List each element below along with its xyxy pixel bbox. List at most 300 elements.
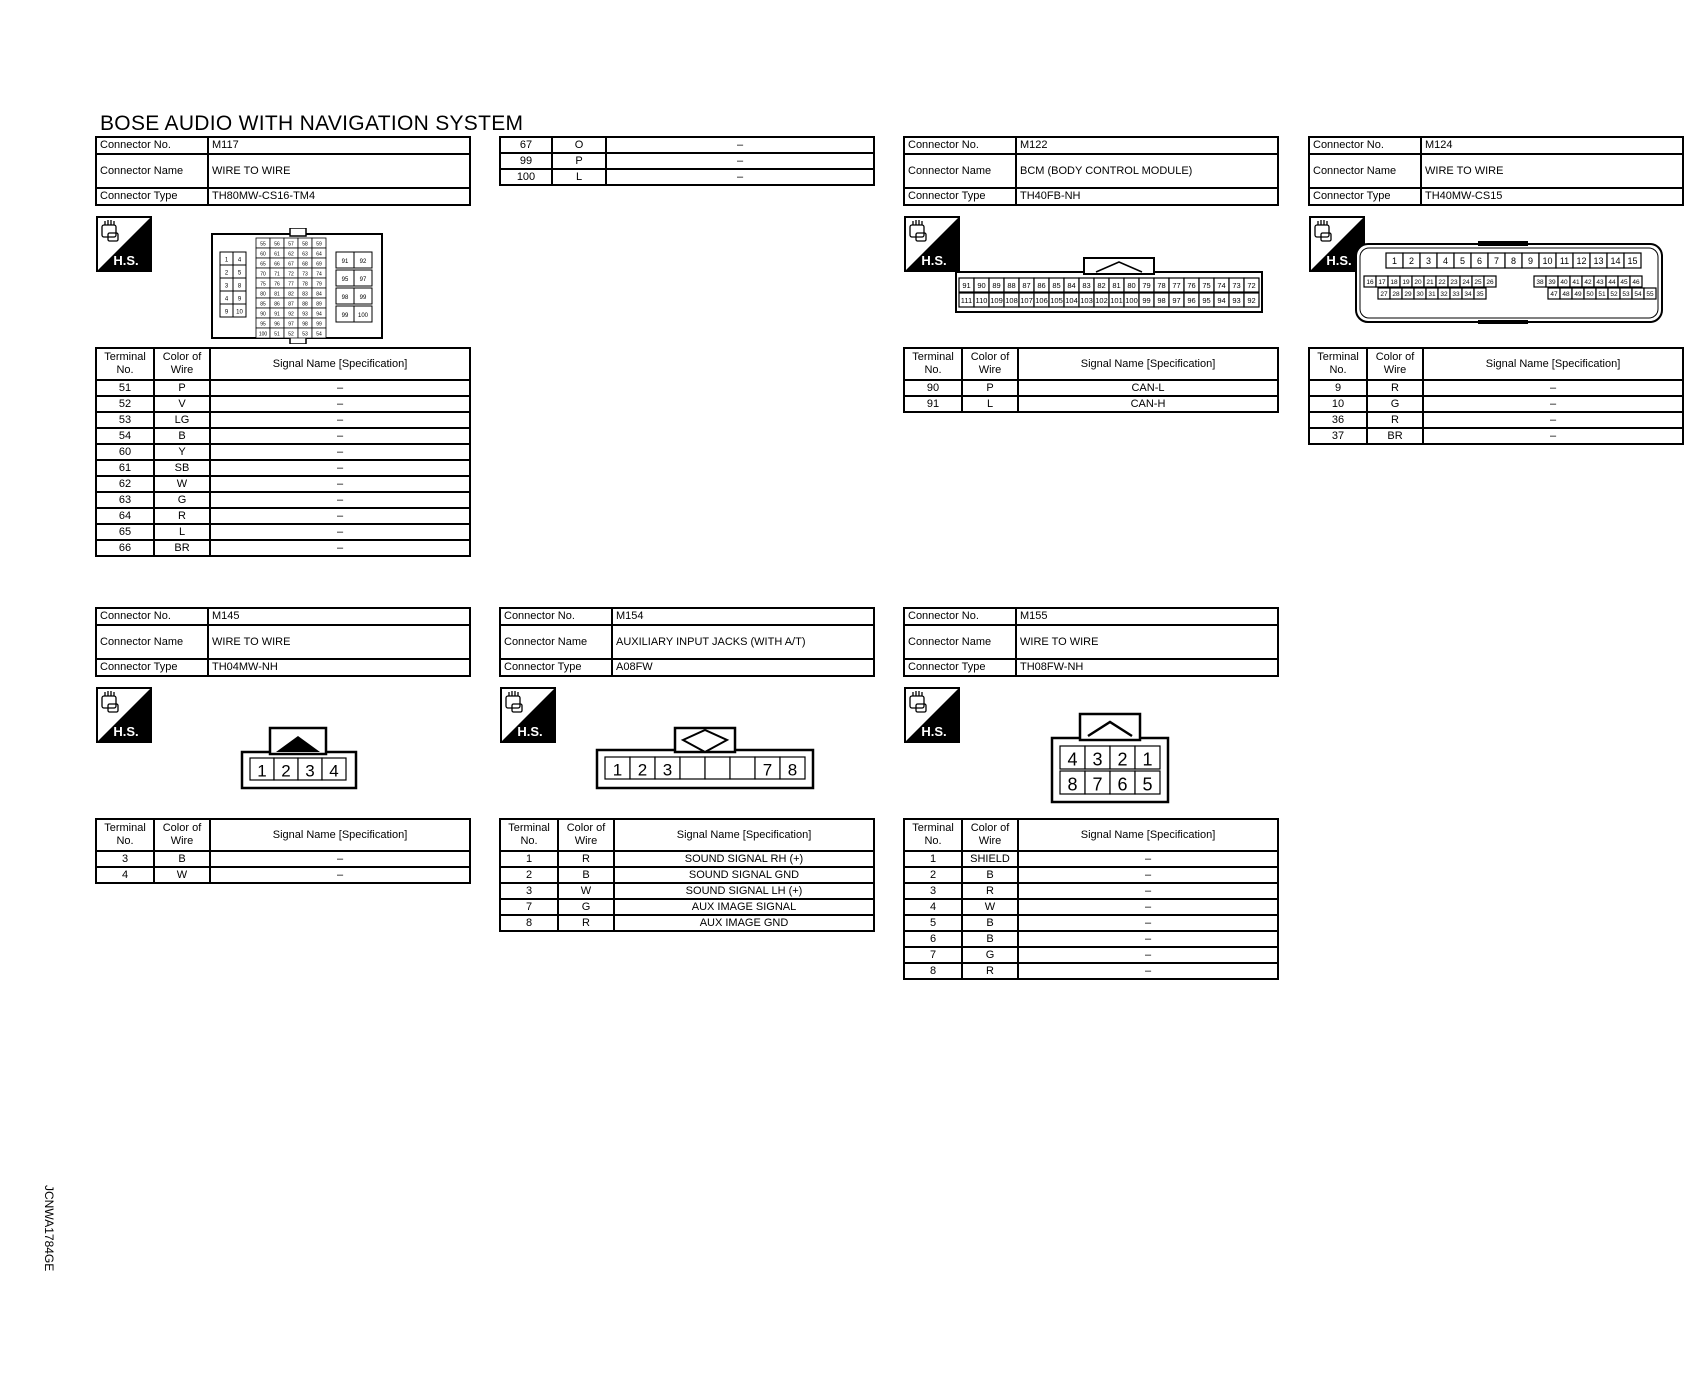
connector-name-label: Connector Name: [904, 154, 1016, 188]
connector-m122-face: [954, 256, 1264, 319]
pin-label: 35: [1476, 290, 1484, 298]
terminal-table: [903, 347, 1279, 413]
wire-color-cell: G: [962, 947, 1018, 963]
connector-m117: [95, 136, 471, 206]
wire-color-cell: W: [154, 476, 210, 492]
terminal-table: [903, 818, 1279, 980]
table-row: [904, 851, 1278, 867]
wire-color-cell: W: [558, 883, 614, 899]
wire-color-header: Color of Wire: [1367, 348, 1423, 380]
terminal-no-cell: 7: [500, 899, 558, 915]
pin-label: 47: [1550, 290, 1558, 298]
pin-label: 21: [1426, 278, 1434, 286]
terminal-table-m124: [1308, 347, 1684, 445]
pin-label: 95: [1202, 295, 1211, 305]
table-row: [96, 540, 470, 556]
pin-label: 3: [662, 760, 673, 780]
connector-type-value: TH40FB-NH: [1016, 188, 1278, 205]
wire-color-cell: G: [154, 492, 210, 508]
table-row: [96, 444, 470, 460]
connector-name-label: Connector Name: [500, 625, 612, 659]
connector-type-value: TH40MW-CS15: [1421, 188, 1683, 205]
pin-label: 96: [274, 321, 280, 328]
pin-label: 46: [1632, 278, 1640, 286]
pin-label: 104: [1065, 295, 1078, 305]
connector-m145-face: [240, 724, 360, 795]
pin-label: 4: [224, 296, 229, 303]
wire-color-cell: Y: [154, 444, 210, 460]
pin-label: 28: [1392, 290, 1400, 298]
pin-label: 69: [316, 261, 322, 268]
pin-label: 38: [1536, 278, 1544, 286]
pin-label: 74: [316, 271, 322, 278]
signal-name-cell: –: [1018, 915, 1278, 931]
table-row: [1309, 396, 1683, 412]
signal-name-cell: –: [210, 412, 470, 428]
signal-name-cell: –: [1018, 899, 1278, 915]
signal-name-cell: –: [1423, 380, 1683, 396]
connector-info-table: [903, 136, 1279, 206]
pin-label: 3: [305, 761, 315, 781]
table-row: [1309, 428, 1683, 444]
connector-name-label: Connector Name: [96, 154, 208, 188]
pin-label: 67: [288, 261, 294, 268]
pin-label: 86: [274, 301, 280, 308]
pin-label: 51: [1598, 290, 1606, 298]
connector-name-value: WIRE TO WIRE: [1421, 154, 1683, 188]
signal-name-cell: –: [210, 867, 470, 883]
terminal-no-cell: 67: [500, 137, 552, 153]
pin-label: 91: [274, 311, 280, 318]
pin-label: 54: [316, 331, 322, 338]
terminal-table-continued: [499, 136, 875, 186]
connector-name-label: Connector Name: [1309, 154, 1421, 188]
signal-name-cell: AUX IMAGE GND: [614, 915, 874, 931]
pin-label: 49: [1574, 290, 1582, 298]
pin-label: 79: [316, 281, 322, 288]
harness-side-icon: [96, 216, 152, 277]
signal-name-cell: –: [1018, 947, 1278, 963]
connector-info-table: [499, 607, 875, 677]
terminal-no-cell: 3: [96, 851, 154, 867]
terminal-no-cell: 51: [96, 380, 154, 396]
connector-m155-face: [1050, 710, 1170, 809]
terminal-no-cell: 2: [904, 867, 962, 883]
connector-no-value: M154: [612, 608, 874, 625]
terminal-no-cell: 4: [904, 899, 962, 915]
connector-no-value: M145: [208, 608, 470, 625]
terminal-no-cell: 90: [904, 380, 962, 396]
terminal-no-cell: 4: [96, 867, 154, 883]
hs-label: H.S.: [921, 253, 947, 268]
pin-label: 79: [1142, 280, 1151, 290]
wire-color-cell: R: [1367, 380, 1423, 396]
signal-name-cell: –: [210, 540, 470, 556]
signal-name-cell: AUX IMAGE SIGNAL: [614, 899, 874, 915]
table-row: [904, 963, 1278, 979]
wire-color-cell: BR: [1367, 428, 1423, 444]
pin-label: 14: [1610, 256, 1621, 266]
wire-color-cell: G: [1367, 396, 1423, 412]
signal-name-cell: –: [210, 508, 470, 524]
table-row: [904, 899, 1278, 915]
pin-label: 72: [1247, 280, 1256, 290]
m122-face-drawing: [954, 256, 1264, 314]
signal-name-cell: –: [606, 137, 874, 153]
table-row: [96, 851, 470, 867]
wire-color-cell: R: [962, 883, 1018, 899]
wire-color-cell: W: [154, 867, 210, 883]
connector-type-label: Connector Type: [904, 188, 1016, 205]
connector-type-label: Connector Type: [1309, 188, 1421, 205]
pin-label: 91: [962, 280, 971, 290]
pin-label: 97: [1172, 295, 1181, 305]
pin-label: 57: [288, 241, 294, 248]
terminal-no-cell: 8: [500, 915, 558, 931]
terminal-no-cell: 52: [96, 396, 154, 412]
wire-color-cell: B: [558, 867, 614, 883]
harness-side-icon: [96, 687, 152, 748]
pin-label: 31: [1428, 290, 1436, 298]
signal-name-cell: –: [210, 396, 470, 412]
pin-label: 29: [1404, 290, 1412, 298]
wire-color-header: Color of Wire: [962, 348, 1018, 380]
signal-name-cell: –: [1423, 428, 1683, 444]
terminal-no-cell: 3: [904, 883, 962, 899]
signal-name-cell: –: [1423, 412, 1683, 428]
pin-label: 2: [1117, 749, 1128, 770]
pin-label: 76: [274, 281, 280, 288]
pin-label: 1: [224, 257, 229, 264]
pin-label: 16: [1366, 278, 1374, 286]
pin-label: 42: [1584, 278, 1592, 286]
wire-color-cell: B: [962, 931, 1018, 947]
connector-info-table: [1308, 136, 1684, 206]
pin-label: 48: [1562, 290, 1570, 298]
wire-color-cell: R: [154, 508, 210, 524]
pin-label: 90: [260, 311, 266, 318]
connector-no-label: Connector No.: [1309, 137, 1421, 154]
wire-color-cell: W: [962, 899, 1018, 915]
pin-label: 72: [288, 271, 294, 278]
pin-label: 53: [302, 331, 308, 338]
table-row: [904, 947, 1278, 963]
table-row: [904, 396, 1278, 412]
hs-label: H.S.: [921, 724, 947, 739]
m117-face-drawing: [210, 228, 386, 344]
pin-label: 75: [1202, 280, 1211, 290]
wire-color-cell: SHIELD: [962, 851, 1018, 867]
wire-color-cell: R: [558, 915, 614, 931]
signal-name-cell: SOUND SIGNAL RH (+): [614, 851, 874, 867]
terminal-no-cell: 62: [96, 476, 154, 492]
pin-label: 55: [1646, 290, 1654, 298]
pin-label: 8: [1067, 774, 1078, 795]
pin-label: 9: [224, 309, 229, 316]
pin-label: 25: [1474, 278, 1482, 286]
pin-label: 82: [1097, 280, 1106, 290]
pin-label: 87: [288, 301, 294, 308]
table-row: [1309, 412, 1683, 428]
pin-label: 44: [1608, 278, 1616, 286]
signal-name-header: Signal Name [Specification]: [614, 819, 874, 851]
page-title: BOSE AUDIO WITH NAVIGATION SYSTEM: [100, 112, 524, 135]
pin-label: 18: [1390, 278, 1398, 286]
connector-type-value: TH80MW-CS16-TM4: [208, 188, 470, 205]
terminal-no-header: Terminal No.: [904, 819, 962, 851]
terminal-no-cell: 60: [96, 444, 154, 460]
lock-tab: [1084, 258, 1154, 274]
pin-label: 84: [316, 291, 322, 298]
connector-name-label: Connector Name: [904, 625, 1016, 659]
connector-type-label: Connector Type: [96, 188, 208, 205]
hs-label: H.S.: [113, 253, 139, 268]
terminal-no-cell: 36: [1309, 412, 1367, 428]
pin-label: 106: [1035, 295, 1048, 305]
pin-label: 75: [260, 281, 266, 288]
table-row: [500, 153, 874, 169]
signal-name-cell: –: [1018, 867, 1278, 883]
connector-name-value: WIRE TO WIRE: [208, 154, 470, 188]
terminal-no-cell: 37: [1309, 428, 1367, 444]
terminal-no-cell: 1: [500, 851, 558, 867]
signal-name-cell: –: [606, 153, 874, 169]
wire-color-cell: L: [962, 396, 1018, 412]
connector-no-label: Connector No.: [500, 608, 612, 625]
connector-name-value: WIRE TO WIRE: [208, 625, 470, 659]
wire-color-header: Color of Wire: [558, 819, 614, 851]
wire-color-cell: LG: [154, 412, 210, 428]
pin-label: 63: [302, 251, 308, 258]
connector-type-value: A08FW: [612, 659, 874, 676]
pin-label: 68: [302, 261, 308, 268]
hs-label: H.S.: [517, 724, 543, 739]
terminal-no-cell: 53: [96, 412, 154, 428]
pin-label: 6: [1476, 256, 1483, 266]
signal-name-cell: –: [1018, 851, 1278, 867]
pin-label: 9: [1527, 256, 1534, 266]
connector-no-value: M122: [1016, 137, 1278, 154]
terminal-no-cell: 64: [96, 508, 154, 524]
connector-no-label: Connector No.: [96, 137, 208, 154]
wire-color-cell: G: [558, 899, 614, 915]
pin-label: 73: [302, 271, 308, 278]
terminal-no-header: Terminal No.: [96, 348, 154, 380]
pin-label: 8: [1510, 256, 1517, 266]
terminal-no-header: Terminal No.: [96, 819, 154, 851]
pin-label: 19: [1402, 278, 1410, 286]
pin-label: 80: [1127, 280, 1136, 290]
terminal-no-cell: 10: [1309, 396, 1367, 412]
pin-label: 10: [236, 309, 243, 316]
pin-label: 95: [341, 277, 349, 283]
pin-label: 3: [1092, 749, 1103, 770]
connector-info-table: [903, 607, 1279, 677]
pin-label: 71: [274, 271, 280, 278]
pin-label: 98: [341, 295, 349, 301]
table-row: [904, 883, 1278, 899]
pin-label: 10: [1542, 256, 1553, 266]
connector-no-label: Connector No.: [904, 608, 1016, 625]
pin-label: 3: [224, 283, 229, 290]
signal-name-cell: SOUND SIGNAL LH (+): [614, 883, 874, 899]
signal-name-header: Signal Name [Specification]: [1018, 819, 1278, 851]
pin-label: 1: [612, 760, 623, 780]
table-row: [904, 915, 1278, 931]
terminal-no-cell: 2: [500, 867, 558, 883]
wire-color-cell: B: [154, 428, 210, 444]
pin-label: 99: [359, 295, 367, 301]
connector-info-table: [95, 607, 471, 677]
signal-name-cell: –: [1018, 931, 1278, 947]
pin-label: 13: [1593, 256, 1604, 266]
key-slot: [1478, 241, 1528, 246]
pin-label: 1: [257, 761, 267, 781]
pin-label: 98: [302, 321, 308, 328]
wire-color-header: Color of Wire: [154, 348, 210, 380]
pin-label: 30: [1416, 290, 1424, 298]
pin-label: 23: [1450, 278, 1458, 286]
pin-label: 45: [1620, 278, 1628, 286]
pin-label: 33: [1452, 290, 1460, 298]
pin-cell: [730, 757, 755, 779]
signal-name-header: Signal Name [Specification]: [1423, 348, 1683, 380]
connector-info-table: [95, 136, 471, 206]
figure-code: JCNWA1784GE: [42, 1185, 56, 1272]
connector-m117-face: [210, 228, 386, 349]
table-row: [96, 380, 470, 396]
terminal-no-cell: 66: [96, 540, 154, 556]
pin-label: 2: [281, 761, 291, 781]
pin-label: 11: [1559, 256, 1570, 266]
table-row: [96, 867, 470, 883]
signal-name-cell: –: [1018, 963, 1278, 979]
table-row: [96, 476, 470, 492]
harness-side-icon: [904, 216, 960, 277]
terminal-table: [1308, 347, 1684, 445]
pin-label: 4: [237, 257, 242, 264]
table-row: [96, 524, 470, 540]
pin-label: 60: [260, 251, 266, 258]
m154-face-drawing: [595, 724, 815, 790]
wire-color-cell: L: [552, 169, 606, 185]
pin-label: 4: [1067, 749, 1078, 770]
pin-label: 95: [260, 321, 266, 328]
table-row: [96, 492, 470, 508]
pin-label: 59: [316, 241, 322, 248]
signal-name-header: Signal Name [Specification]: [1018, 348, 1278, 380]
signal-name-cell: –: [606, 169, 874, 185]
pin-label: 99: [1142, 295, 1151, 305]
pin-label: 20: [1414, 278, 1422, 286]
m124-face-drawing: [1354, 240, 1664, 324]
pin-label: 15: [1627, 256, 1638, 266]
pin-label: 6: [1117, 774, 1128, 795]
pin-label: 7: [1092, 774, 1103, 795]
connector-m145: [95, 607, 471, 677]
pin-label: 93: [1232, 295, 1241, 305]
pin-label: 70: [260, 271, 266, 278]
pin-label: 111: [960, 295, 973, 305]
terminal-no-cell: 63: [96, 492, 154, 508]
pin-label: 77: [1172, 280, 1181, 290]
terminal-no-cell: 54: [96, 428, 154, 444]
wire-color-cell: SB: [154, 460, 210, 476]
table-row: [96, 508, 470, 524]
pin-label: 109: [990, 295, 1003, 305]
pin-label: 2: [224, 270, 229, 277]
connector-type-label: Connector Type: [96, 659, 208, 676]
table-row: [500, 137, 874, 153]
pin-label: 27: [1380, 290, 1388, 298]
pin-label: 51: [274, 331, 280, 338]
connector-no-value: M155: [1016, 608, 1278, 625]
pin-label: 94: [1217, 295, 1226, 305]
terminal-no-cell: 100: [500, 169, 552, 185]
signal-name-cell: –: [210, 476, 470, 492]
pin-label: 82: [288, 291, 294, 298]
pin-label: 100: [258, 331, 268, 338]
pin-label: 89: [992, 280, 1001, 290]
table-row: [96, 412, 470, 428]
hs-label: H.S.: [113, 724, 139, 739]
pin-label: 92: [288, 311, 294, 318]
pin-label: 9: [237, 296, 242, 303]
pin-label: 94: [316, 311, 322, 318]
terminal-table: [499, 818, 875, 932]
connector-m154-face: [595, 724, 815, 795]
connector-name-value: BCM (BODY CONTROL MODULE): [1016, 154, 1278, 188]
pin-label: 43: [1596, 278, 1604, 286]
connector-no-value: M117: [208, 137, 470, 154]
pin-label: 99: [341, 313, 349, 319]
pin-label: 108: [1005, 295, 1018, 305]
harness-side-icon: [500, 687, 556, 748]
pin-label: 107: [1020, 295, 1033, 305]
terminal-no-cell: 5: [904, 915, 962, 931]
pin-label: 26: [1486, 278, 1494, 286]
pin-label: 76: [1187, 280, 1196, 290]
terminal-table-m155: [903, 818, 1279, 980]
connector-m124: [1308, 136, 1684, 206]
wire-color-cell: B: [962, 915, 1018, 931]
pin-label: 97: [359, 277, 367, 283]
wire-color-cell: P: [154, 380, 210, 396]
connector-m124-face: [1354, 240, 1664, 329]
signal-name-cell: CAN-H: [1018, 396, 1278, 412]
signal-name-cell: –: [210, 460, 470, 476]
harness-side-icon: [904, 687, 960, 748]
table-row: [904, 931, 1278, 947]
connector-type-value: TH08FW-NH: [1016, 659, 1278, 676]
table-row: [500, 915, 874, 931]
pin-label: 58: [302, 241, 308, 248]
pin-label: 17: [1378, 278, 1386, 286]
table-row: [96, 460, 470, 476]
pin-label: 12: [1576, 256, 1587, 266]
terminal-no-cell: 99: [500, 153, 552, 169]
pin-label: 83: [302, 291, 308, 298]
pin-label: 97: [288, 321, 294, 328]
terminal-no-cell: 6: [904, 931, 962, 947]
wire-color-header: Color of Wire: [154, 819, 210, 851]
connector-no-label: Connector No.: [96, 608, 208, 625]
key-slot: [1478, 320, 1528, 324]
pin-label: 56: [274, 241, 280, 248]
pin-label: 52: [288, 331, 294, 338]
pin-label: 81: [274, 291, 280, 298]
connector-name-label: Connector Name: [96, 625, 208, 659]
